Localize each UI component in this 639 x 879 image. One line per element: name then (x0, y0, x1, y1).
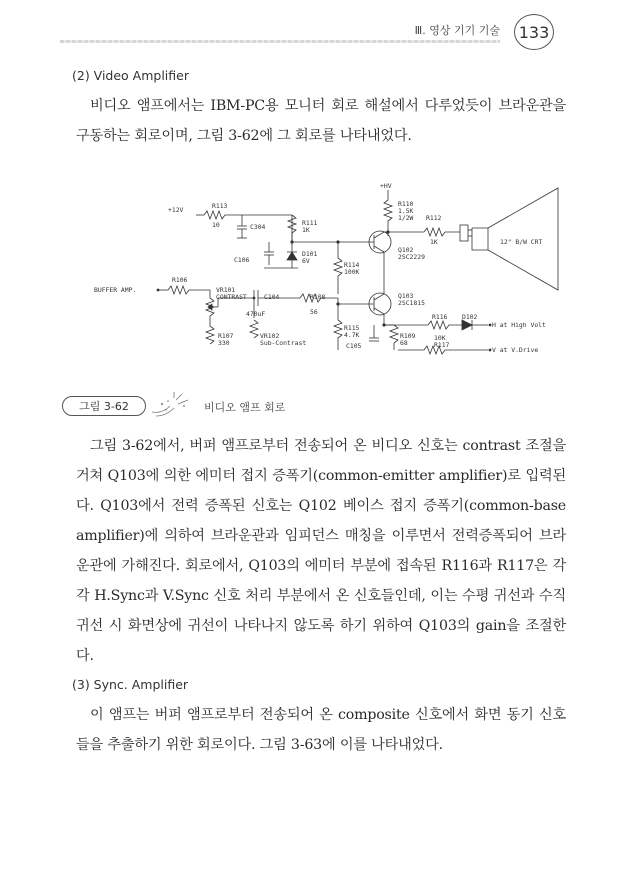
label-r107-val: 330 (218, 339, 230, 347)
label-vr102: VR102 (260, 332, 280, 340)
figure-caption-label: 그림 3-62 (62, 396, 146, 416)
label-r108: R108 (310, 293, 326, 301)
section2-intro-text: 비디오 앰프에서는 IBM-PC용 모니터 회로 해설에서 다루었듯이 브라운관을 구동하는 회로이며, 그림 3-62에 그 회로를 나타내었다. (76, 98, 566, 144)
label-q103-part: 2SC1815 (398, 299, 425, 307)
label-d101: D101 (302, 250, 318, 258)
label-r109: R109 (400, 332, 416, 340)
label-r111-val: 1K (302, 226, 310, 234)
label-r116: R116 (432, 313, 448, 321)
page-header (60, 14, 560, 50)
label-buffer: BUFFER AMP. (94, 286, 137, 294)
sparkle-icon (148, 392, 198, 418)
section3-intro-paragraph (76, 700, 566, 760)
label-h-sync: H at High Volt (492, 321, 546, 329)
label-r115: R115 (344, 324, 360, 332)
label-contrast: CONTRAST (216, 293, 247, 301)
label-c106: C106 (234, 256, 250, 264)
label-r106: R106 (172, 276, 188, 284)
label-supply: +12V (168, 206, 184, 214)
label-c104: C104 (264, 293, 280, 301)
label-c304: C304 (250, 223, 266, 231)
label-c105: C105 (346, 342, 362, 350)
label-sub-contrast: Sub-Contrast (260, 339, 307, 347)
label-r111: R111 (302, 219, 318, 227)
label-r113-val: 10 (212, 221, 220, 229)
label-r113: R113 (212, 202, 228, 210)
chapter-title: Ⅲ. 영상 기기 기술 (409, 22, 500, 38)
label-q102: Q102 (398, 246, 414, 254)
label-d102: D102 (462, 313, 478, 321)
figure-description-text: 그림 3-62에서, 버퍼 앰프로부터 전송되어 온 비디오 신호는 contrast 조절을 거쳐 Q103에 의한 에미터 접지 증폭기(common-emitter amplifier)로 입력된다. Q103에서 전력 증폭된 신호는 Q102 베이스 접지 증폭기(common-base amplifier)에 의하여 브라운관과 임피던스 매칭을 이루면서 전력증폭되어 브라운관에 가해진다. 회로에서, Q103의 에미터 부분에 접속된 R116과 R117은 각각 H.Sync과 V.Sync 신호 처리 부분에서 온 신호들인데, 이는 수평 귀선과 수직 귀선 시 화면상에 귀선이 나타나지 않도록 하기 위하여 Q103의 gain을 조절한다. (76, 438, 566, 664)
label-r117-val: 10K (434, 334, 446, 342)
page-number: 133 (514, 14, 554, 50)
video-amplifier-circuit-diagram (88, 180, 588, 375)
label-r107: R107 (218, 332, 234, 340)
label-c104-val: 470uF (246, 310, 266, 318)
section-heading-sync-amplifier: (3) Sync. Amplifier (72, 677, 189, 692)
label-q102-part: 2SC2229 (398, 253, 425, 261)
label-r114: R114 (344, 261, 360, 269)
label-crt: 12" B/W CRT (500, 238, 543, 246)
label-r108-val: 56 (310, 308, 318, 316)
label-r117: R117 (434, 341, 450, 349)
figure-description-paragraph (76, 431, 566, 671)
section3-intro-text: 이 앰프는 버퍼 앰프로부터 전송되어 온 composite 신호에서 화면 동기 신호들을 추출하기 위한 회로이다. 그림 3-63에 이를 나타내었다. (76, 707, 566, 753)
label-r114-val: 100K (344, 268, 360, 276)
label-r112: R112 (426, 214, 442, 222)
label-r109-val: 68 (400, 339, 408, 347)
label-r110: R110 (398, 200, 414, 208)
label-vcc: +HV (380, 182, 392, 190)
section2-intro-paragraph (76, 91, 566, 151)
label-v-sync: V at V.Drive (492, 346, 539, 354)
label-q103: Q103 (398, 292, 414, 300)
label-r110-watt: 1/2W (398, 214, 414, 222)
label-r110-val: 1.5K (398, 207, 414, 215)
label-r112-val: 1K (430, 238, 438, 246)
figure-caption-text: 비디오 앰프 회로 (204, 401, 286, 414)
section-heading-video-amplifier: (2) Video Amplifier (72, 68, 189, 83)
label-vr101: VR101 (216, 286, 236, 294)
label-d101-val: 6V (302, 257, 310, 265)
header-rule (60, 40, 500, 43)
label-r115-val: 4.7K (344, 331, 360, 339)
